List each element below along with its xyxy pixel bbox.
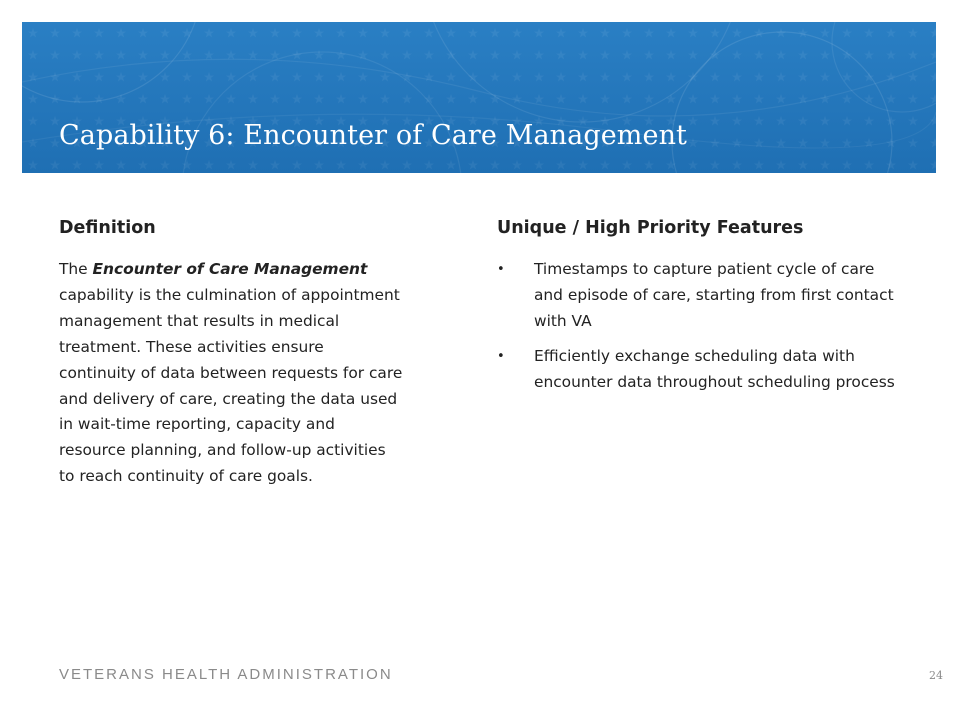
features-heading: Unique / High Priority Features: [497, 218, 804, 238]
title-banner: [22, 22, 936, 173]
definition-heading: Definition: [59, 218, 156, 238]
feature-item: [497, 344, 897, 396]
definition-intro: The: [59, 260, 93, 278]
slide-title: Capability 6: Encounter of Care Management: [59, 120, 688, 151]
bullet-icon: •: [497, 348, 505, 364]
features-list: [497, 257, 897, 405]
feature-text: Timestamps to capture patient cycle of care and episode of care, starting from first contact with VA: [534, 260, 894, 330]
definition-capability-name: Encounter of Care Management: [92, 260, 368, 278]
page-number: 24: [929, 669, 943, 682]
footer-organization: VETERANS HEALTH ADMINISTRATION: [59, 666, 393, 683]
feature-item: [497, 257, 897, 335]
bullet-icon: •: [497, 262, 505, 277]
definition-text: [59, 257, 404, 490]
feature-text: Efficiently exchange scheduling data with encounter data throughout scheduling process: [534, 346, 895, 391]
definition-body: capability is the culmination of appointment management that results in medical treatment. These activities ensure continuity of data between requests for care and delivery of care, creating the data used in wait-time reporting, capacity and resource planning, and follow-up activities to reach continuity of care goals.: [59, 285, 403, 486]
